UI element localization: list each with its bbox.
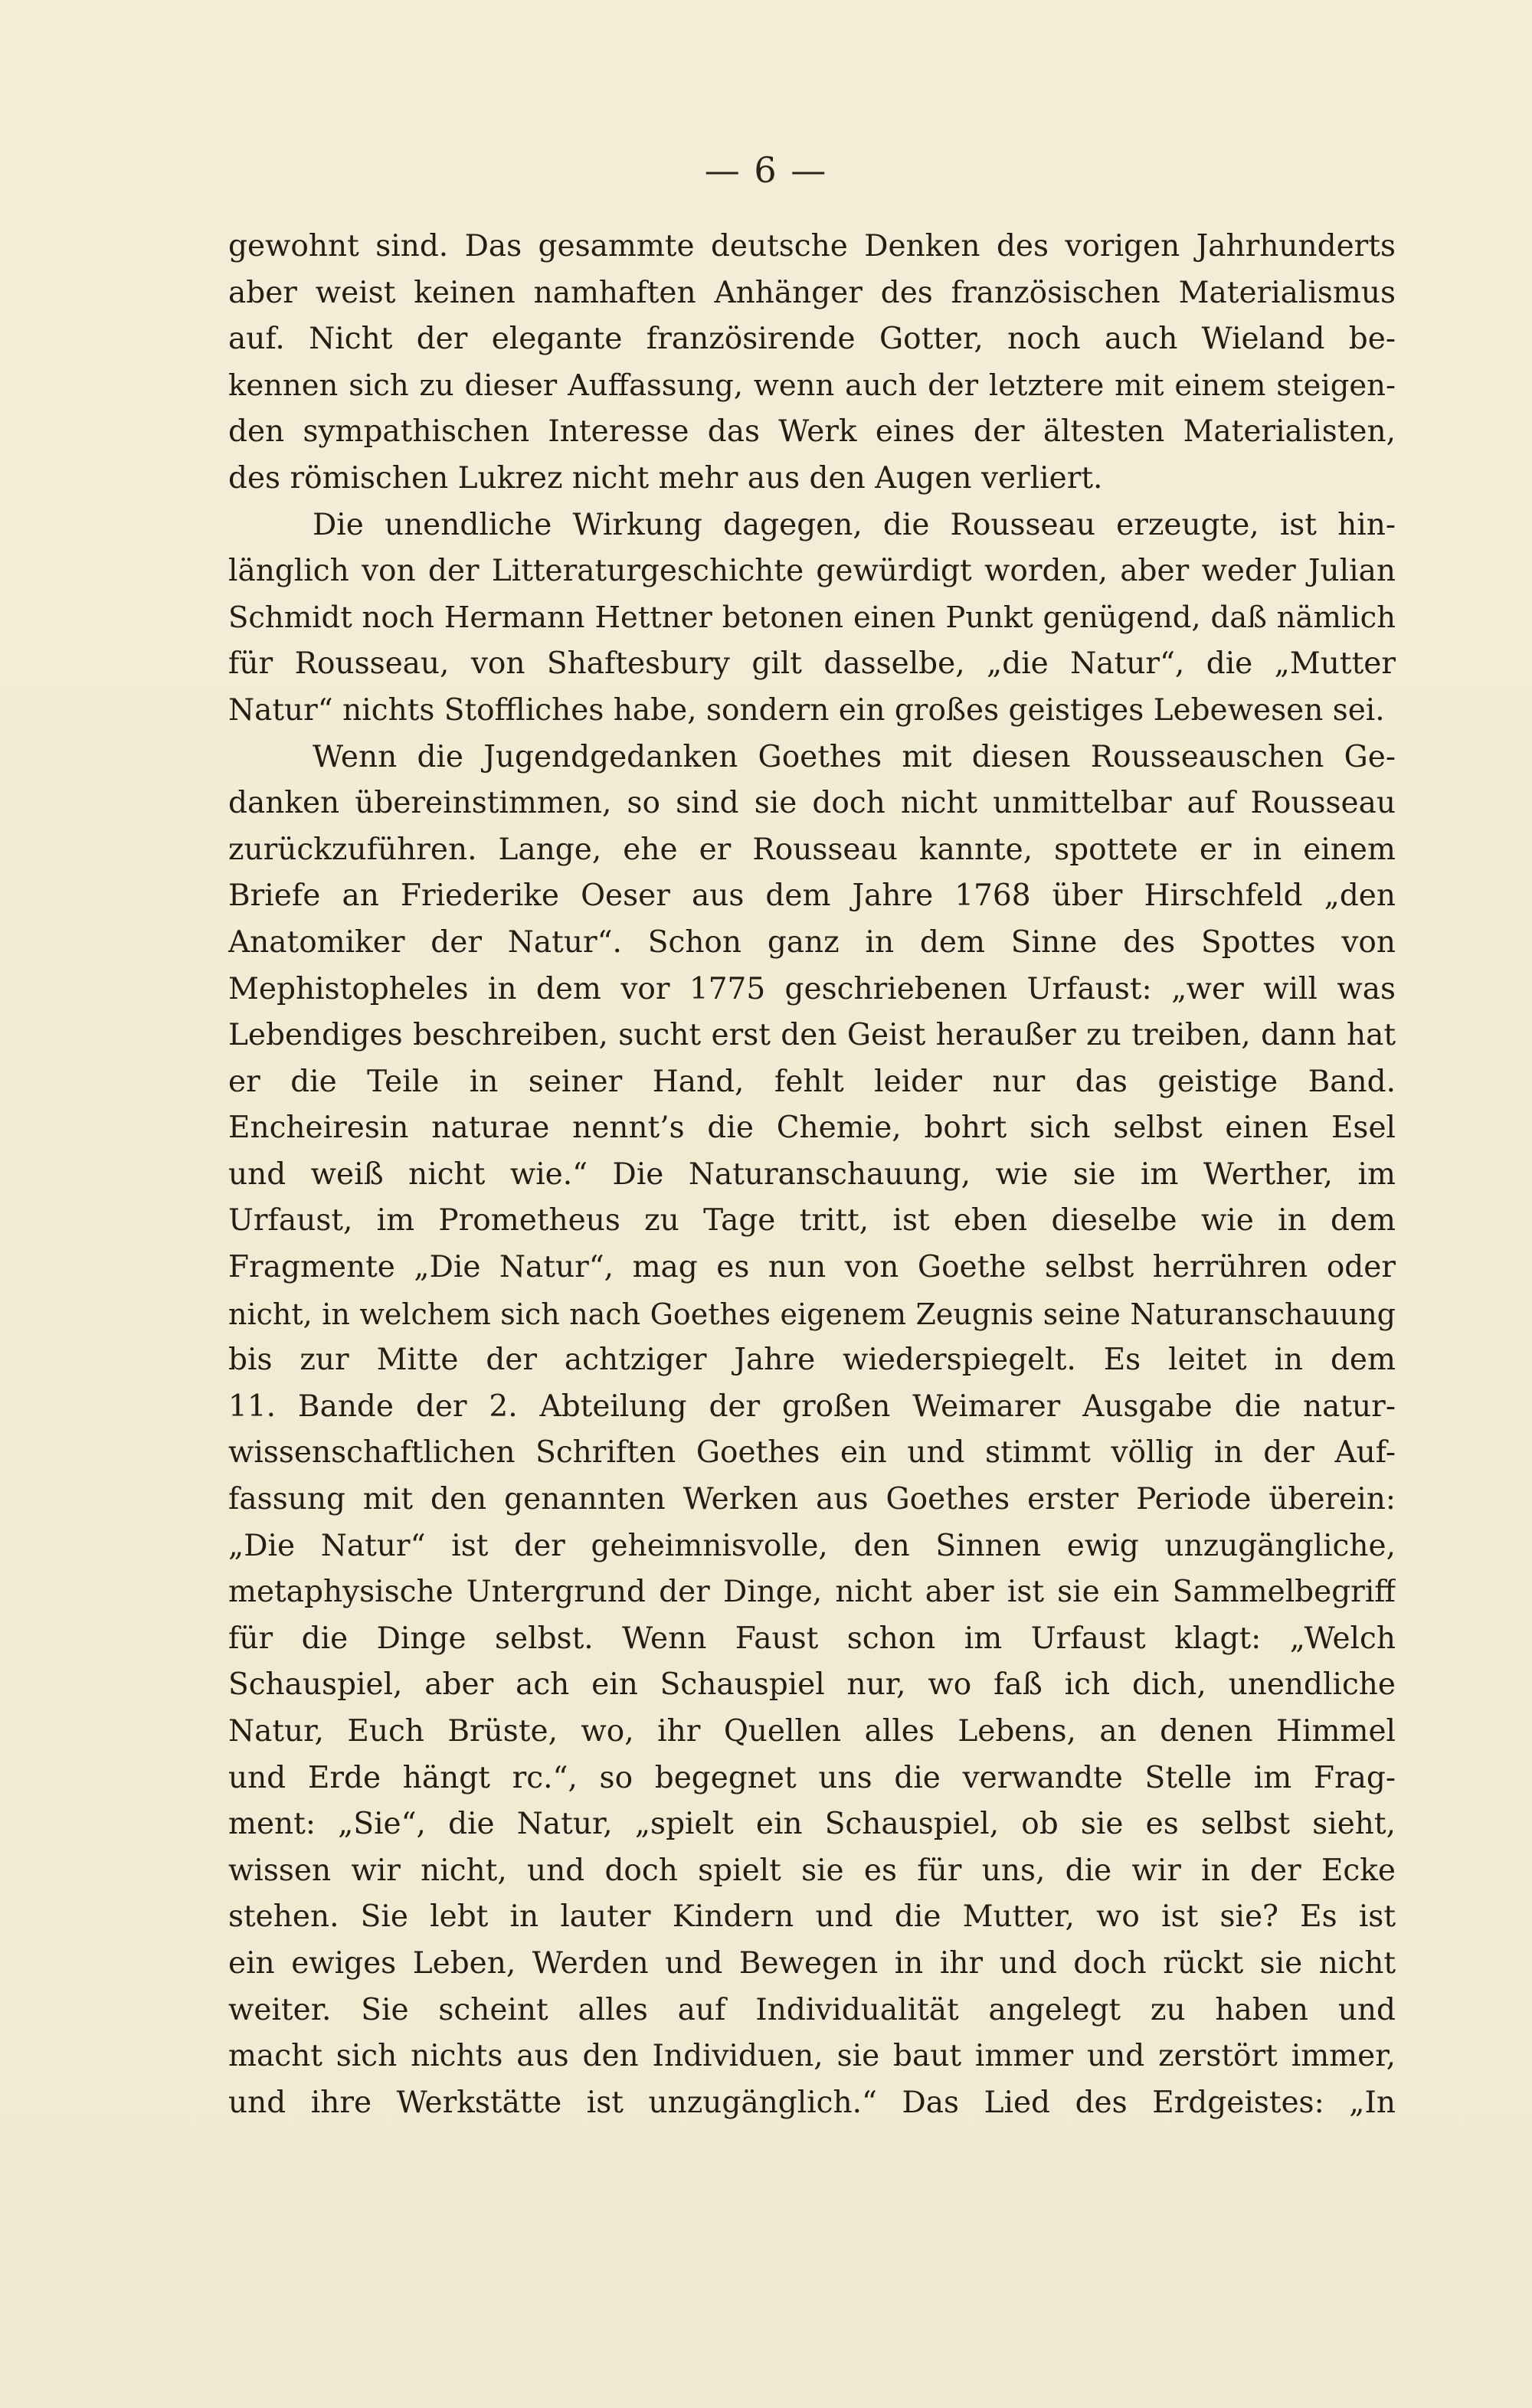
text-line: Mephistopheles in dem vor 1775 geschriebenen Urfaust: „wer will was xyxy=(228,971,1396,1006)
text-line: den sympathischen Interesse das Werk eines der ältesten Materialisten, xyxy=(228,414,1396,450)
text-line: ein ewiges Leben, Werden und Bewegen in ihr und doch rückt sie nicht xyxy=(228,1945,1396,1981)
text-line: Lebendiges beschreiben, sucht erst den Geist heraußer zu treiben, dann hat xyxy=(228,1018,1396,1053)
text-line: er die Teile in seiner Hand, fehlt leider nur das geistige Band. xyxy=(228,1064,1396,1099)
text-line: danken übereinstimmen, so sind sie doch nicht unmittelbar auf Rousseau xyxy=(228,786,1396,821)
page-number-header: — 6 — xyxy=(704,149,828,191)
text-line: und Erde hängt rc.“, so begegnet uns die verwandte Stelle im Frag- xyxy=(228,1760,1396,1795)
body-text xyxy=(228,224,1396,2126)
text-line: Anatomiker der Natur“. Schon ganz in dem Sinne des Spottes von xyxy=(228,924,1396,960)
text-line: bis zur Mitte der achtziger Jahre wiederspiegelt. Es leitet in dem xyxy=(228,1343,1396,1378)
text-line: Briefe an Friederike Oeser aus dem Jahre 1768 über Hirschfeld „den xyxy=(228,878,1396,914)
text-line: fassung mit den genannten Werken aus Goethes erster Periode überein: xyxy=(228,1482,1396,1517)
text-line: Encheiresin naturae nennt’s die Chemie, bohrt sich selbst einen Esel xyxy=(228,1111,1396,1146)
text-line: Wenn die Jugendgedanken Goethes mit diesen Rousseauschen Ge- xyxy=(313,739,1396,774)
text-line: nicht, in welchem sich nach Goethes eigenem Zeugnis seine Naturanschauung xyxy=(228,1297,1396,1331)
text-line: und ihre Werkstätte ist unzugänglich.“ Das Lied des Erdgeistes: „In xyxy=(228,2085,1396,2120)
text-line: für die Dinge selbst. Wenn Faust schon im Urfaust klagt: „Welch xyxy=(228,1621,1396,1656)
text-line: des römischen Lukrez nicht mehr aus den Augen verliert. xyxy=(228,460,1103,496)
text-line: aber weist keinen namhaften Anhänger des französischen Materialismus xyxy=(228,275,1396,310)
text-line: Die unendliche Wirkung dagegen, die Rousseau erzeugte, ist hin- xyxy=(313,507,1396,542)
text-line: Schauspiel, aber ach ein Schauspiel nur, wo faß ich dich, unendliche xyxy=(228,1667,1396,1703)
text-line: weiter. Sie scheint alles auf Individualität angelegt zu haben und xyxy=(228,1992,1396,2027)
text-line: gewohnt sind. Das gesammte deutsche Denken des vorigen Jahrhunderts xyxy=(228,229,1396,263)
text-line: für Rousseau, von Shaftesbury gilt dasselbe, „die Natur“, die „Mutter xyxy=(228,646,1396,682)
text-line: stehen. Sie lebt in lauter Kindern und die Mutter, wo ist sie? Es ist xyxy=(228,1899,1396,1935)
text-line: auf. Nicht der elegante französirende Gotter, noch auch Wieland be- xyxy=(228,322,1396,357)
text-line: „Die Natur“ ist der geheimnisvolle, den Sinnen ewig unzugängliche, xyxy=(228,1528,1396,1563)
text-line: macht sich nichts aus den Individuen, sie baut immer und zerstört immer, xyxy=(228,2039,1396,2074)
text-line: Schmidt noch Hermann Hettner betonen einen Punkt genügend, daß nämlich xyxy=(228,600,1396,635)
text-line: Urfaust, im Prometheus zu Tage tritt, ist eben dieselbe wie in dem xyxy=(228,1203,1396,1238)
text-line: wissenschaftlichen Schriften Goethes ein und stimmt völlig in der Auf- xyxy=(228,1435,1396,1471)
text-line: 11. Bande der 2. Abteilung der großen Weimarer Ausgabe die natur- xyxy=(228,1389,1396,1424)
text-line: Natur, Euch Brüste, wo, ihr Quellen alles Lebens, an denen Himmel xyxy=(228,1714,1396,1749)
text-line: wissen wir nicht, und doch spielt sie es für uns, die wir in der Ecke xyxy=(228,1853,1396,1888)
text-line: länglich von der Litteraturgeschichte gewürdigt worden, aber weder Julian xyxy=(228,554,1396,589)
text-line: und weiß nicht wie.“ Die Naturanschauung, wie sie im Werther, im xyxy=(228,1157,1396,1192)
text-line: ment: „Sie“, die Natur, „spielt ein Schauspiel, ob sie es selbst sieht, xyxy=(228,1807,1396,1842)
text-line: metaphysische Untergrund der Dinge, nicht aber ist sie ein Sammelbegriff xyxy=(228,1575,1396,1610)
text-line: kennen sich zu dieser Auffassung, wenn auch der letztere mit einem steigen- xyxy=(228,368,1396,403)
text-line: zurückzuführen. Lange, ehe er Rousseau kannte, spottete er in einem xyxy=(228,832,1396,867)
text-line: Natur“ nichts Stoffliches habe, sondern ein großes geistiges Lebewesen sei. xyxy=(228,692,1385,728)
text-line: Fragmente „Die Natur“, mag es nun von Goethe selbst herrühren oder xyxy=(228,1250,1396,1285)
